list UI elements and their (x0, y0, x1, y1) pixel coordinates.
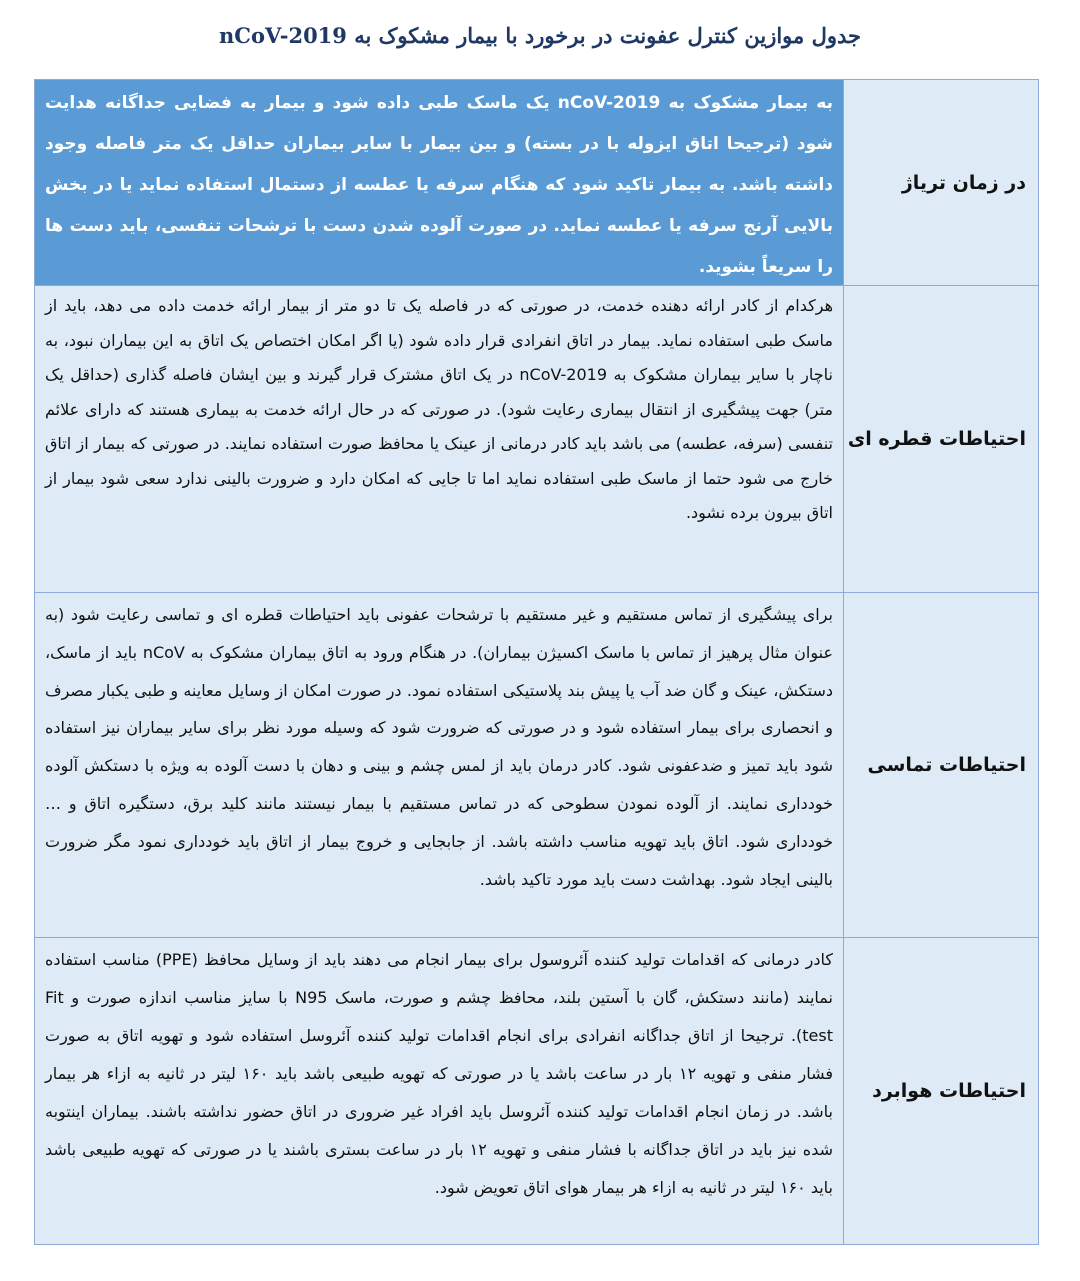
row-label-triage: در زمان تریاژ (843, 80, 1038, 285)
table-row-airborne-precautions (35, 938, 1038, 1244)
row-text-droplet-precautions: هرکدام از کادر ارائه دهنده خدمت، در صورتی که در فاصله یک تا دو متر از بیمار ارائه خدمت داده می دهد، باید از ماسک طبی استفاده نماید. بیمار در اتاق انفرادی قرار داده شود (یا اگر امکان اختصاص یک اتاق به این بیماران نبود، به ناچار با سایر بیماران مشکوک به nCoV-2019 در یک اتاق مشترک قرار گیرند و بین ایشان فاصله گذاری (حداقل یک متر) جهت پیشگیری از انتقال بیماری رعایت شود). در صورتی که در حال ارائه خدمت به بیماری هستند که دارای علائم تنفسی (سرفه، عطسه) می باشد باید کادر درمانی از عینک یا محافظ صورت استفاده نمایند. در صورتی که بیمار از اتاق خارج می شود حتما از ماسک طبی استفاده نماید اما تا جایی که امکان دارد و ضرورت بالینی ندارد سعی شود بیمار از اتاق بیرون برده نشود. (45, 296, 834, 522)
row-label-contact-precautions: احتیاطات تماسی (843, 593, 1038, 937)
table-row-triage (35, 80, 1038, 286)
row-label-airborne-precautions: احتیاطات هوابرد (843, 938, 1038, 1244)
row-text-contact-precautions: برای پیشگیری از تماس مستقیم و غیر مستقیم با ترشحات عفونی باید احتیاطات قطره ای و تماسی رعایت شود (به عنوان مثال پرهیز از تماس با ماسک اکسیژن بیماران). در هنگام ورود به اتاق بیماران مشکوک به nCoV باید از ماسک، دستکش، عینک و گان ضد آب یا پیش بند پلاستیکی استفاده نمود. در صورت امکان از وسایل معاینه و طبی یکبار مصرف و انحصاری برای بیمار استفاده شود و در صورتی که ضرورت شود که وسیله مورد نظر برای سایر بیماران نیز استفاده شود باید تمیز و ضدعفونی شود. کادر درمان باید از لمس چشم و بینی و دهان با دست آلوده به ویژه با دستکش آلوده خودداری نمایند. از آلوده نمودن سطوحی که در تماس مستقیم با بیمار نیستند مانند کلید برق، دستگیره اتاق و … خودداری شود. اتاق باید تهویه مناسب داشته باشد. از جابجایی و خروج بیمار از اتاق باید خودداری نمود مگر ضرورت بالینی ایجاد شود. بهداشت دست باید مورد تاکید باشد. (45, 605, 833, 889)
row-text-airborne-precautions: کادر درمانی که اقدامات تولید کننده آئروسول برای بیمار انجام می دهند باید از وسایل محافظ (PPE) مناسب استفاده نمایند (مانند دستکش، گان با آستین بلند، محافظ چشم و صورت، ماسک N95 با سایز مناسب اندازه صورت و Fit test). ترجیحا از اتاق جداگانه انفرادی برای انجام اقدامات تولید کننده آئروسل استفاده شود و تهویه اتاق به صورت فشار منفی و تهویه ۱۲ بار در ساعت باشد یا در صورتی که تهویه طبیعی باشد باید ۱۶۰ لیتر در ثانیه به ازاء هر بیمار باشد. در زمان انجام اقدامات تولید کننده آئروسل باید افراد غیر ضروری در اتاق حضور نداشته باشند. بیماران اینتوبه شده نیز باید در اتاق جداگانه با فشار منفی و تهویه ۱۲ بار در ساعت بستری باشند یا در صورتی که تهویه طبیعی باشد باید ۱۶۰ لیتر در ثانیه به ازاء هر بیمار هوای اتاق تعویض شود. (45, 950, 834, 1197)
page-title: جدول موازین کنترل عفونت در برخورد با بیمار مشکوک به nCoV-2019 (218, 23, 861, 48)
table-row-contact-precautions (35, 593, 1038, 938)
infection-control-table (34, 79, 1039, 1245)
row-label-droplet-precautions: احتیاطات قطره ای (843, 286, 1038, 592)
row-text-triage: به بیمار مشکوک به nCoV-2019 یک ماسک طبی داده شود و بیمار به فضایی جداگانه هدایت شود (ترجیحا اتاق ایزوله با در بسته) و بین بیمار با سایر بیماران حداقل یک متر فاصله وجود داشته باشد. به بیمار تاکید شود که هنگام سرفه یا عطسه از دستمال استفاده نماید یا در بخش بالایی آرنج سرفه یا عطسه نماید. در صورت آلوده شدن دست با ترشحات تنفسی، باید دست ها را سریعاً بشوید. (45, 93, 833, 277)
table-row-droplet-precautions (35, 286, 1038, 593)
